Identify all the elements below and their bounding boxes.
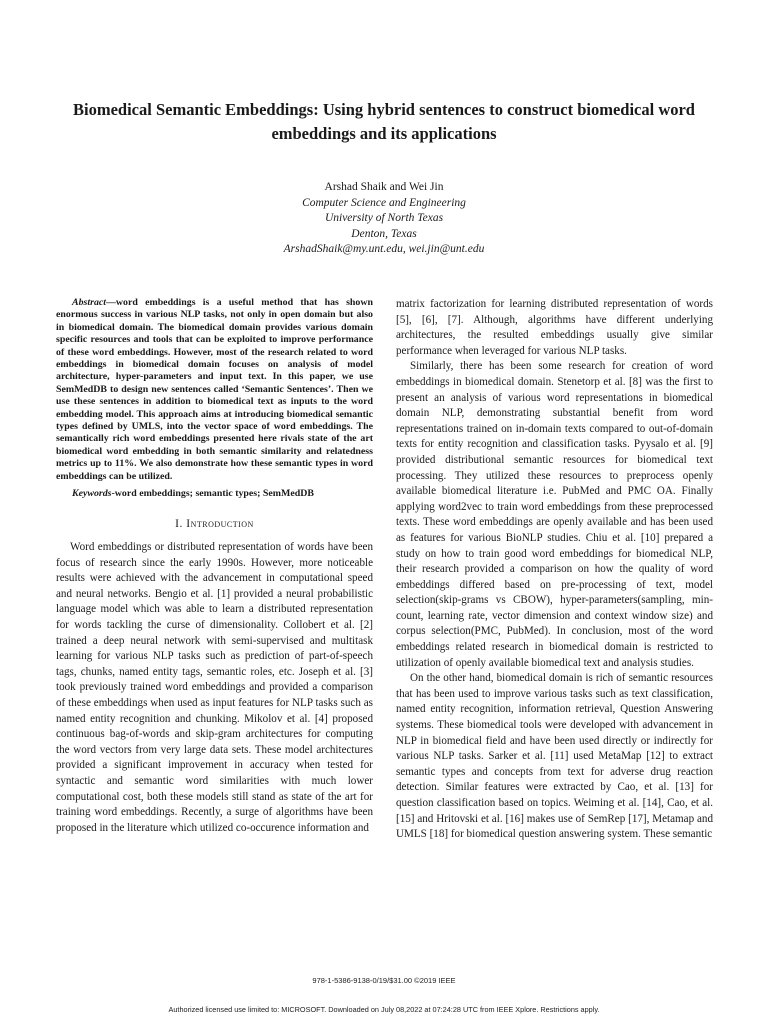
- body-paragraph: Similarly, there has been some research for creation of word embeddings in biomedical domain. Stenetorp et al. [8] was the first to present an analysis of various word representations in biomedical domain NLP, demonstrating substantial benefit from word representations trained on in-domain texts compared to out-of-domain texts for entity recognition and classification tasks. Pyysalo et al. [9] provided distributional semantic resources for biomedical text processing. They utilized these resources to preprocess openly available biomedical literature i.e. PubMed and PMC OA. Finally applying word2vec to train word embeddings from these preprocessed texts. These word embeddings are openly available and has been used as features for various BioNLP studies. Chiu et al. [10] prepared a study on how to train good word embeddings for biomedical NLP, their research provided a comparison on how the quality of word embeddings differed based on pre-processing of text, model selection(skip-grams vs CBOW), hyper-parameters(sampling, min-count, learning rate, vector dimension and context window size) and corpus selection(PMC, PubMed). In conclusion, most of the word embeddings related research in biomedical domain is restricted to utilization of openly available biomedical text and analysis studies.: [396, 360, 713, 669]
- abstract-text: —word embeddings is a useful method that has shown enormous success in various NLP tasks, not only in open domain but also in biomedical domain. The biomedical domain provides various domain specific resources and tools that can be exploited to improve performance of these word embeddings. However, most of the research related to word embeddings in biomedical domain focuses on analysis of model architecture, hyper-parameters and input text. In this paper, we use SemMedDB to design new sentences called ‘Semantic Sentences’. Then we use these sentences in addition to biomedical text as inputs to the word embedding model. This approach aims at introducing biomedical semantic types defined by UMLS, into the vector space of word embeddings. The semantically rich word embeddings presented here rivals state of the art biomedical word embedding in both semantic similarity and relatedness metrics up to 11%. We also demonstrate how these semantic types in word embeddings can be utilized.: [56, 297, 373, 482]
- author-block: [0, 180, 768, 258]
- abstract: [56, 297, 373, 483]
- section-heading-introduction: [56, 517, 373, 533]
- keywords-text: -word embeddings; semantic types; SemMedDB: [111, 488, 314, 500]
- affiliation-location: Denton, Texas: [351, 227, 417, 240]
- affiliation-department: Computer Science and Engineering: [302, 196, 466, 209]
- isbn-footer: 978-1-5386-9138-0/19/$31.00 ©2019 IEEE: [312, 976, 456, 985]
- section-title: Introduction: [186, 517, 254, 530]
- body-paragraph: Word embeddings or distributed representation of words have been focus of research since the early 1990s. However, more noticeable results were achieved with the advancement in computational speed and neural networks. Bengio et al. [1] provided a neural probabilistic language model which was able to learn a distributed representation for words tackling the curse of dimensionality. Collobert et al. [2] trained a deep neural network with semi-supervised and multitask learning for various NLP tasks such as prediction of part-of-speech tags, chunks, named entity tags, semantic roles, etc. Joseph et al. [3] took previously trained word embeddings and provided a comparison of these embeddings when used as input features for NLP tasks such as named entity recognition and chunking. Mikolov et al. [4] proposed continuous bag-of-words and skip-gram architectures for computing the word vectors from very large data sets. These model architectures provided a significant improvement in accuracy when tested for syntactic and semantic word similarities with much lower computational cost, both these models still stand as state of the art for training word embeddings. Recently, a surge of algorithms have been proposed in the literature which utilized co-occurence information and: [56, 541, 373, 834]
- abstract-label: Abstract: [72, 297, 107, 308]
- section-number: I.: [175, 517, 183, 530]
- author-emails: ArshadShaik@my.unt.edu, wei.jin@unt.edu: [283, 243, 485, 255]
- body-paragraph: matrix factorization for learning distributed representation of words [5], [6], [7]. Although, algorithms have different underlying architectures, the resulted embeddings usually give similar performance when leveraged for various NLP tasks.: [396, 298, 713, 357]
- right-column: [396, 297, 713, 843]
- license-footer: Authorized licensed use limited to: MICROSOFT. Downloaded on July 08,2022 at 07:24:28 UTC from IEEE Xplore. Restrictions apply.: [168, 1005, 600, 1014]
- left-column: [56, 297, 373, 836]
- affiliation-university: University of North Texas: [324, 212, 444, 224]
- body-paragraph: On the other hand, biomedical domain is rich of semantic resources that has been used to improve various tasks such as text classification, named entity recognition, information retrieval, Question Answering systems. These biomedical tools were developed with advancement in NLP in biomedical field and have been used directly or indirectly for various NLP tasks. Sarker et al. [11] used MetaMap [12] to extract semantic types and concepts from text for adverse drug reaction detection. Similar features were extracted by Cao, et al. [13] for question classification based on topics. Weiming et al. [14], Cao, et al. [15] and Hritovski et al. [16] makes use of SemRep [17], Metamap and UMLS [18] for biomedical question answering system. These semantic: [396, 672, 713, 841]
- paper-title: Biomedical Semantic Embeddings: Using hybrid sentences to construct biomedical word embeddings and its applications: [73, 100, 695, 143]
- keywords-label: Keywords: [72, 488, 112, 500]
- author-names: Arshad Shaik and Wei Jin: [324, 181, 444, 193]
- keywords: [56, 488, 373, 500]
